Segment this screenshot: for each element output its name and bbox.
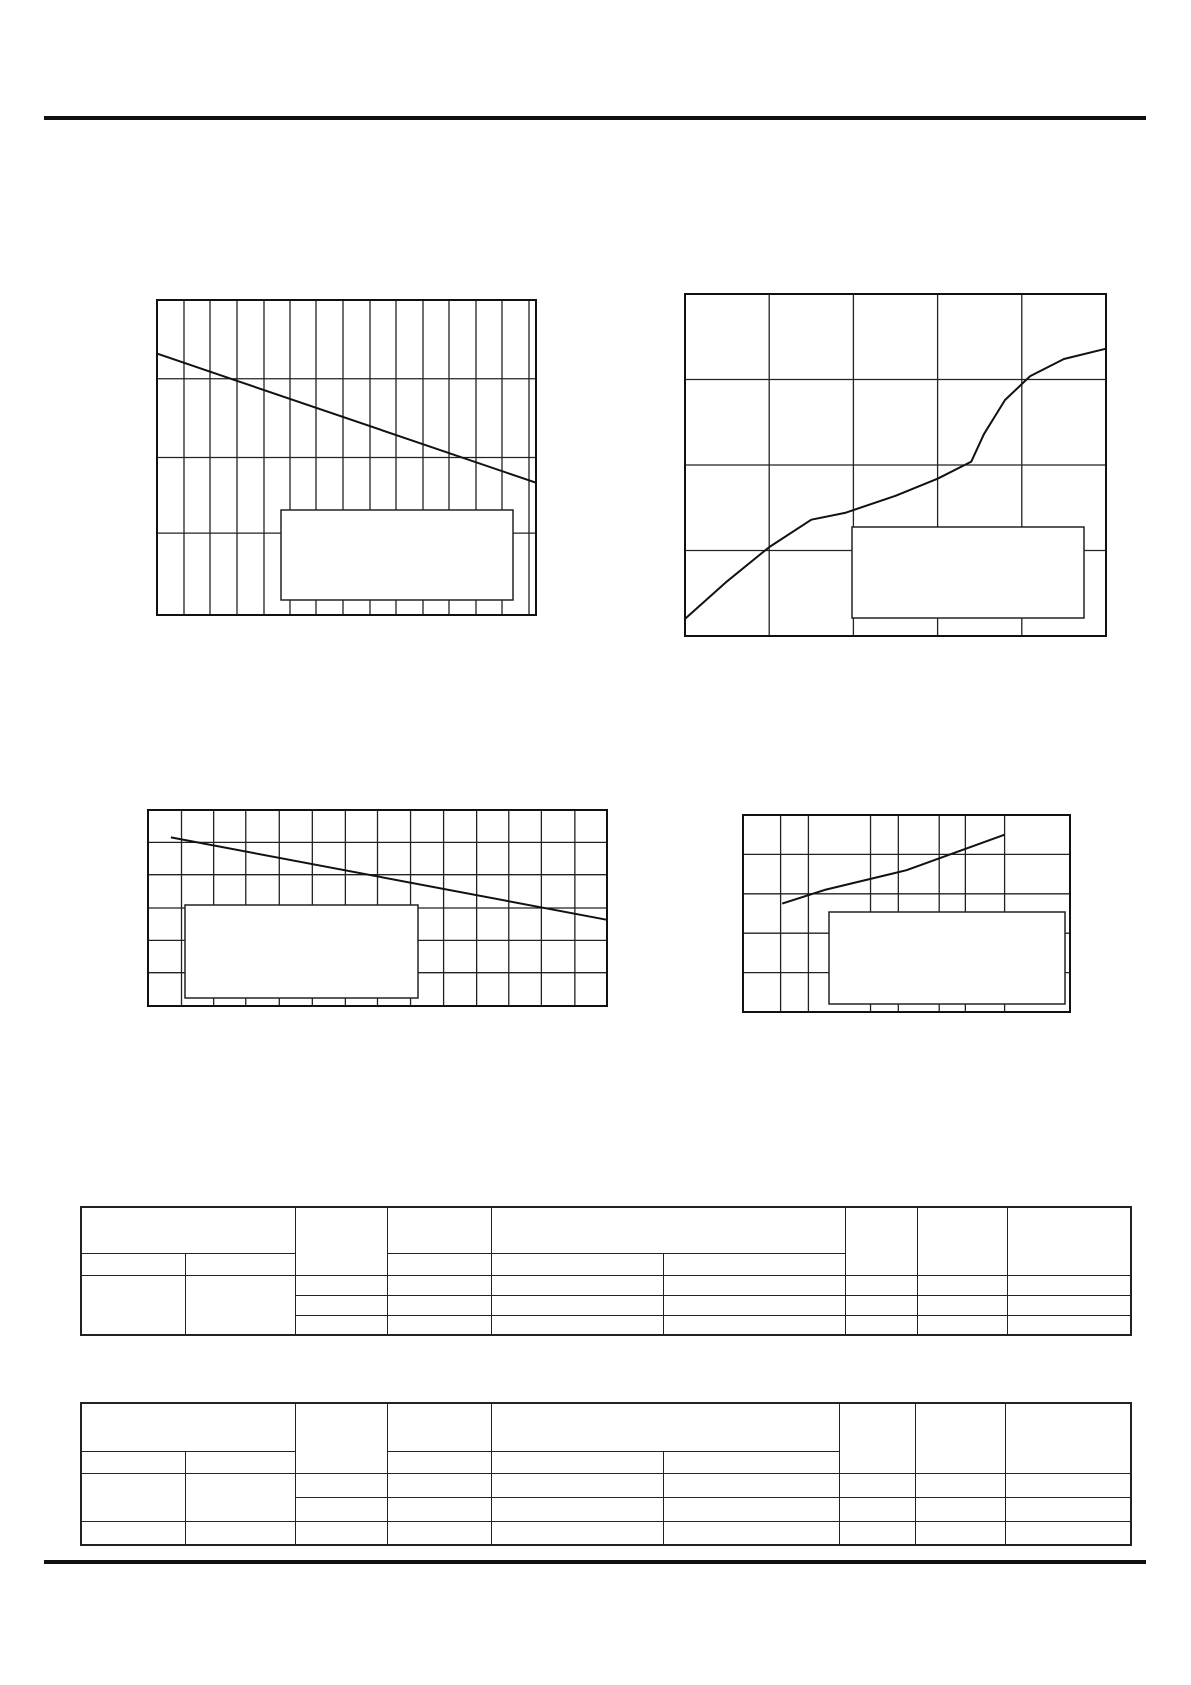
table-cell <box>387 1207 491 1253</box>
table-cell <box>387 1275 491 1295</box>
table-cell <box>491 1521 663 1545</box>
table-cell <box>1005 1473 1131 1497</box>
table-cell <box>491 1315 663 1335</box>
table-cell <box>295 1473 387 1497</box>
table-row <box>81 1473 1131 1497</box>
table-cell <box>185 1451 295 1473</box>
table-cell <box>1007 1315 1131 1335</box>
table-cell <box>1005 1403 1131 1473</box>
table-cell <box>81 1451 185 1473</box>
table-cell <box>845 1295 917 1315</box>
legend-box <box>185 905 418 998</box>
table-cell <box>387 1315 491 1335</box>
table-cell <box>917 1295 1007 1315</box>
table-cell <box>295 1207 387 1275</box>
table-cell <box>845 1275 917 1295</box>
table-cell <box>185 1275 295 1335</box>
table-cell <box>915 1497 1005 1521</box>
table-cell <box>387 1497 491 1521</box>
chart-3 <box>148 810 607 1006</box>
table-cell <box>81 1207 295 1253</box>
table-cell <box>915 1473 1005 1497</box>
table-cell <box>185 1521 295 1545</box>
table-cell <box>1007 1275 1131 1295</box>
table-cell <box>491 1253 663 1275</box>
table-cell <box>491 1295 663 1315</box>
table-cell <box>387 1521 491 1545</box>
table-cell <box>491 1451 663 1473</box>
table-cell <box>491 1207 845 1253</box>
table-cell <box>295 1403 387 1473</box>
legend-box <box>281 510 513 600</box>
table-cell <box>915 1403 1005 1473</box>
series-line <box>157 354 536 483</box>
table-cell <box>81 1253 185 1275</box>
table-cell <box>663 1295 845 1315</box>
table-row <box>81 1403 1131 1451</box>
table-cell <box>839 1521 915 1545</box>
table-cell <box>663 1473 839 1497</box>
table-cell <box>387 1403 491 1451</box>
table-cell <box>295 1275 387 1295</box>
table-cell <box>663 1275 845 1295</box>
chart-1 <box>157 300 536 615</box>
spec-table-2 <box>80 1402 1132 1546</box>
table-cell <box>915 1521 1005 1545</box>
table-cell <box>81 1521 185 1545</box>
table-cell <box>387 1253 491 1275</box>
table-cell <box>295 1295 387 1315</box>
table-cell <box>839 1403 915 1473</box>
table-cell <box>81 1473 185 1521</box>
table-cell <box>839 1473 915 1497</box>
table-cell <box>185 1253 295 1275</box>
table-cell <box>663 1253 845 1275</box>
table-cell <box>1007 1207 1131 1275</box>
table-row <box>81 1207 1131 1253</box>
table-cell <box>81 1275 185 1335</box>
table-cell <box>839 1497 915 1521</box>
table-cell <box>663 1497 839 1521</box>
spec-table-1 <box>80 1206 1132 1336</box>
table-cell <box>491 1473 663 1497</box>
bottom-rule <box>44 1560 1146 1564</box>
table-cell <box>387 1295 491 1315</box>
table-cell <box>491 1275 663 1295</box>
table-row <box>81 1275 1131 1295</box>
table-cell <box>387 1473 491 1497</box>
table-cell <box>295 1315 387 1335</box>
table-cell <box>491 1403 839 1451</box>
chart-2 <box>685 294 1106 636</box>
table-cell <box>917 1275 1007 1295</box>
table-cell <box>663 1451 839 1473</box>
table-cell <box>81 1403 295 1451</box>
table-cell <box>185 1473 295 1521</box>
table-cell <box>917 1315 1007 1335</box>
table-cell <box>845 1315 917 1335</box>
legend-box <box>852 527 1084 618</box>
table-cell <box>663 1315 845 1335</box>
table-cell <box>295 1521 387 1545</box>
legend-box <box>829 912 1065 1004</box>
table-row <box>81 1521 1131 1545</box>
chart-4 <box>743 815 1070 1012</box>
table-cell <box>295 1497 387 1521</box>
table-cell <box>917 1207 1007 1275</box>
table-cell <box>387 1451 491 1473</box>
table-cell <box>1007 1295 1131 1315</box>
table-cell <box>1005 1521 1131 1545</box>
table-cell <box>491 1497 663 1521</box>
table-cell <box>663 1521 839 1545</box>
table-cell <box>1005 1497 1131 1521</box>
table-cell <box>845 1207 917 1275</box>
